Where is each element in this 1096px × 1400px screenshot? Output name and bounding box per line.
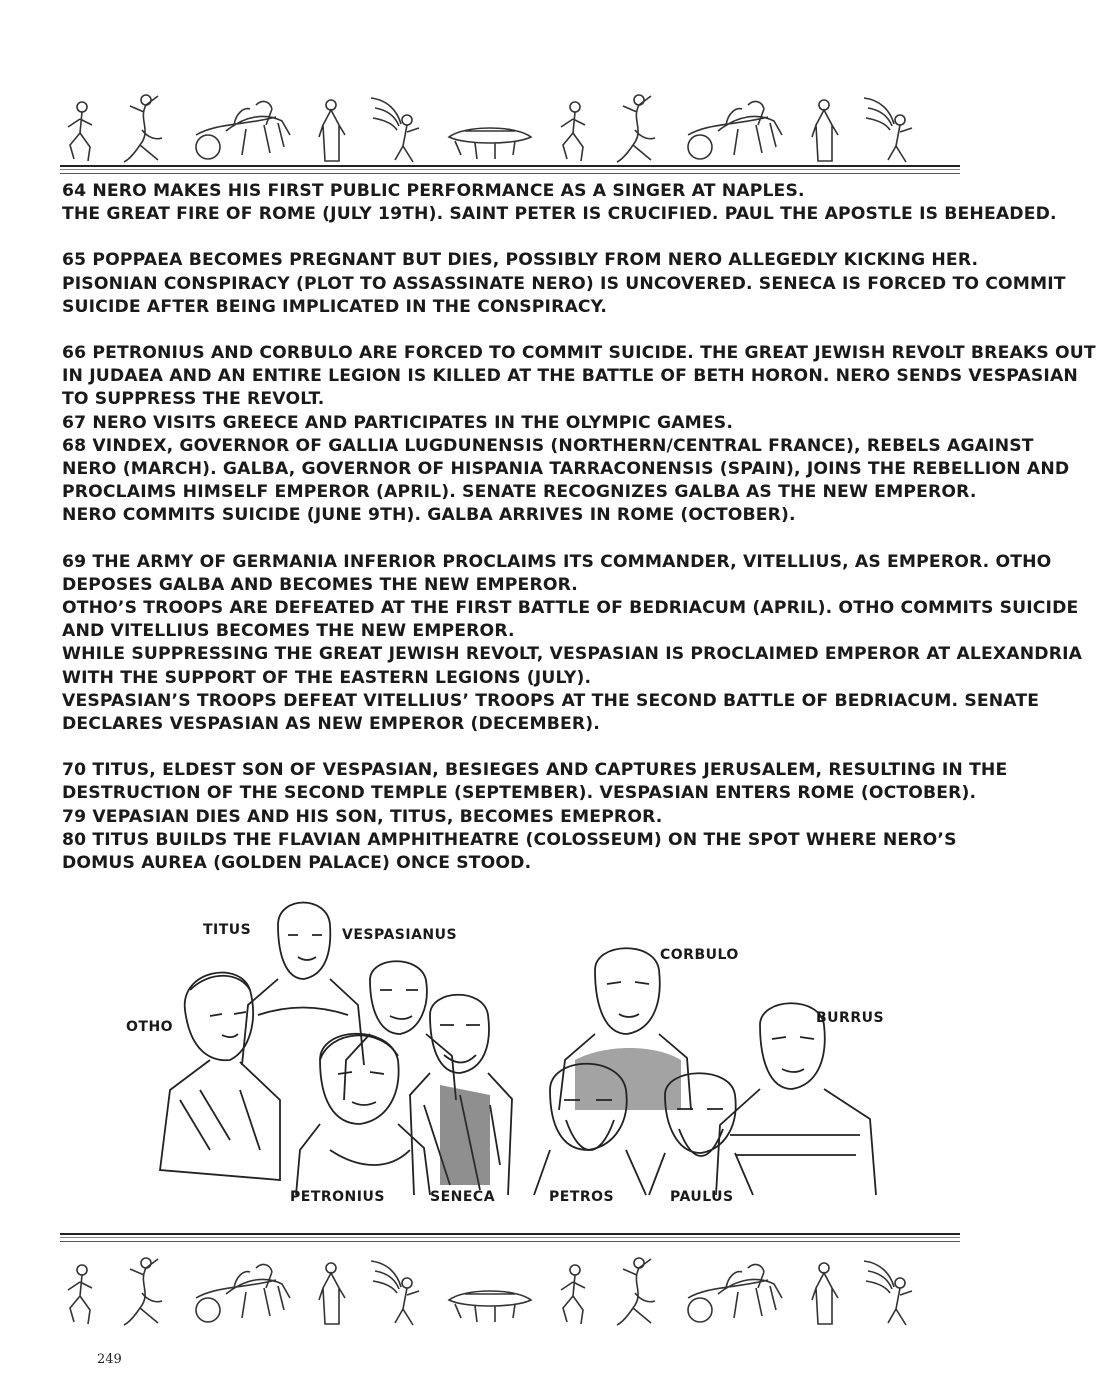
timeline-line: PISONIAN CONSPIRACY (PLOT TO ASSASSINATE NERO) IS UNCOVERED. SENECA IS FORCED TO COMMIT xyxy=(62,273,1066,294)
dancer-icon xyxy=(118,90,168,165)
label-titus: TITUS xyxy=(203,922,252,938)
timeline-line: OTHO’S TROOPS ARE DEFEATED AT THE FIRST BATTLE OF BEDRIACUM (APRIL). OTHO COMMITS SUICIDE xyxy=(62,598,1079,619)
timeline-line: THE GREAT FIRE OF ROME (JULY 19TH). SAINT PETER IS CRUCIFIED. PAUL THE APOSTLE IS BEHEADED. xyxy=(62,204,1057,225)
timeline-line: 65 POPPAEA BECOMES PREGNANT BUT DIES, POSSIBLY FROM NERO ALLEGEDLY KICKING HER. xyxy=(62,250,979,271)
timeline-line: NERO (MARCH). GALBA, GOVERNOR OF HISPANIA TARRACONENSIS (SPAIN), JOINS THE REBELLION AND xyxy=(62,459,1070,480)
label-seneca: SENECA xyxy=(430,1189,496,1205)
timeline-line: 68 VINDEX, GOVERNOR OF GALLIA LUGDUNENSIS (NORTHERN/CENTRAL FRANCE), REBELS AGAINST xyxy=(62,435,1034,456)
label-corbulo: CORBULO xyxy=(660,947,739,963)
timeline-line: AND VITELLIUS BECOMES THE NEW EMPEROR. xyxy=(62,621,515,642)
timeline-line: 70 TITUS, ELDEST SON OF VESPASIAN, BESIEGES AND CAPTURES JERUSALEM, RESULTING IN THE xyxy=(62,760,1008,781)
timeline-line: TO SUPPRESS THE REVOLT. xyxy=(62,389,325,410)
top-frieze xyxy=(60,85,920,165)
bottom-divider xyxy=(60,1233,960,1242)
timeline-line: DEPOSES GALBA AND BECOMES THE NEW EMPEROR. xyxy=(62,574,578,595)
chariot-icon xyxy=(678,1258,788,1328)
robed-figure-icon xyxy=(806,95,842,165)
page-number: 249 xyxy=(97,1352,122,1367)
label-burrus: BURRUS xyxy=(816,1010,885,1026)
timeline-line: VESPASIAN’S TROOPS DEFEAT VITELLIUS’ TROOPS AT THE SECOND BATTLE OF BEDRIACUM. SENATE xyxy=(62,690,1040,711)
winged-figure-icon xyxy=(860,1253,920,1328)
timeline-entry-64 xyxy=(62,180,1057,226)
timeline-line: PROCLAIMS HIMSELF EMPEROR (APRIL). SENATE RECOGNIZES GALBA AS THE NEW EMPEROR. xyxy=(62,482,977,503)
timeline-line: 80 TITUS BUILDS THE FLAVIAN AMPHITHEATRE (COLOSSEUM) ON THE SPOT WHERE NERO’S xyxy=(62,829,957,850)
label-otho: OTHO xyxy=(126,1019,174,1035)
seated-figure-icon xyxy=(553,1258,593,1328)
character-cast xyxy=(110,895,910,1225)
petros-portrait xyxy=(530,1050,650,1195)
timeline-line: 64 NERO MAKES HIS FIRST PUBLIC PERFORMANCE AS A SINGER AT NAPLES. xyxy=(62,181,805,201)
timeline-line: SUICIDE AFTER BEING IMPLICATED IN THE CONSPIRACY. xyxy=(62,296,608,317)
seated-figure-icon xyxy=(60,1258,100,1328)
chariot-icon xyxy=(186,1258,296,1328)
timeline-entry-66-68 xyxy=(62,342,1096,528)
timeline-line: 66 PETRONIUS AND CORBULO ARE FORCED TO COMMIT SUICIDE. THE GREAT JEWISH REVOLT BREAKS OUT xyxy=(62,343,1096,364)
timeline-line: NERO COMMITS SUICIDE (JUNE 9TH). GALBA ARRIVES IN ROME (OCTOBER). xyxy=(62,505,796,526)
timeline-line: DESTRUCTION OF THE SECOND TEMPLE (SEPTEMBER). VESPASIAN ENTERS ROME (OCTOBER). xyxy=(62,783,977,804)
winged-figure-icon xyxy=(367,90,427,165)
robed-figure-icon xyxy=(313,1258,349,1328)
dancer-icon xyxy=(611,90,661,165)
timeline-entry-69 xyxy=(62,551,1083,737)
label-paulus: PAULUS xyxy=(670,1189,734,1205)
timeline-line: 79 VEPASIAN DIES AND HIS SON, TITUS, BECOMES EMEPROR. xyxy=(62,806,663,827)
winged-figure-icon xyxy=(860,90,920,165)
timeline-line: WHILE SUPPRESSING THE GREAT JEWISH REVOLT, VESPASIAN IS PROCLAIMED EMPEROR AT ALEXANDRIA xyxy=(62,644,1083,665)
timeline-entry-65 xyxy=(62,249,1066,319)
winged-figure-icon xyxy=(367,1253,427,1328)
chariot-icon xyxy=(678,95,788,165)
chariot-icon xyxy=(186,95,296,165)
timeline-line: IN JUDAEA AND AN ENTIRE LEGION IS KILLED AT THE BATTLE OF BETH HORON. NERO SENDS VESPASIAN xyxy=(62,366,1078,387)
label-vespasianus: VESPASIANUS xyxy=(342,927,458,943)
ship-icon xyxy=(445,115,535,165)
robed-figure-icon xyxy=(806,1258,842,1328)
robed-figure-icon xyxy=(313,95,349,165)
timeline xyxy=(62,180,1096,875)
dancer-icon xyxy=(611,1253,661,1328)
seneca-portrait xyxy=(400,985,520,1195)
timeline-line: DECLARES VESPASIAN AS NEW EMPEROR (DECEMBER). xyxy=(62,714,600,735)
label-petros: PETROS xyxy=(549,1189,615,1205)
bottom-frieze xyxy=(60,1248,920,1328)
timeline-line: DOMUS AUREA (GOLDEN PALACE) ONCE STOOD. xyxy=(62,853,532,874)
seated-figure-icon xyxy=(60,95,100,165)
ship-icon xyxy=(445,1278,535,1328)
top-divider xyxy=(60,165,960,174)
timeline-line: 67 NERO VISITS GREECE AND PARTICIPATES IN THE OLYMPIC GAMES. xyxy=(62,412,734,433)
seated-figure-icon xyxy=(553,95,593,165)
dancer-icon xyxy=(118,1253,168,1328)
label-petronius: PETRONIUS xyxy=(290,1189,385,1205)
timeline-entry-70-80 xyxy=(62,759,1008,875)
timeline-line: 69 THE ARMY OF GERMANIA INFERIOR PROCLAIMS ITS COMMANDER, VITELLIUS, AS EMPEROR. OTHO xyxy=(62,551,1052,572)
timeline-line: WITH THE SUPPORT OF THE EASTERN LEGIONS (JULY). xyxy=(62,667,592,688)
